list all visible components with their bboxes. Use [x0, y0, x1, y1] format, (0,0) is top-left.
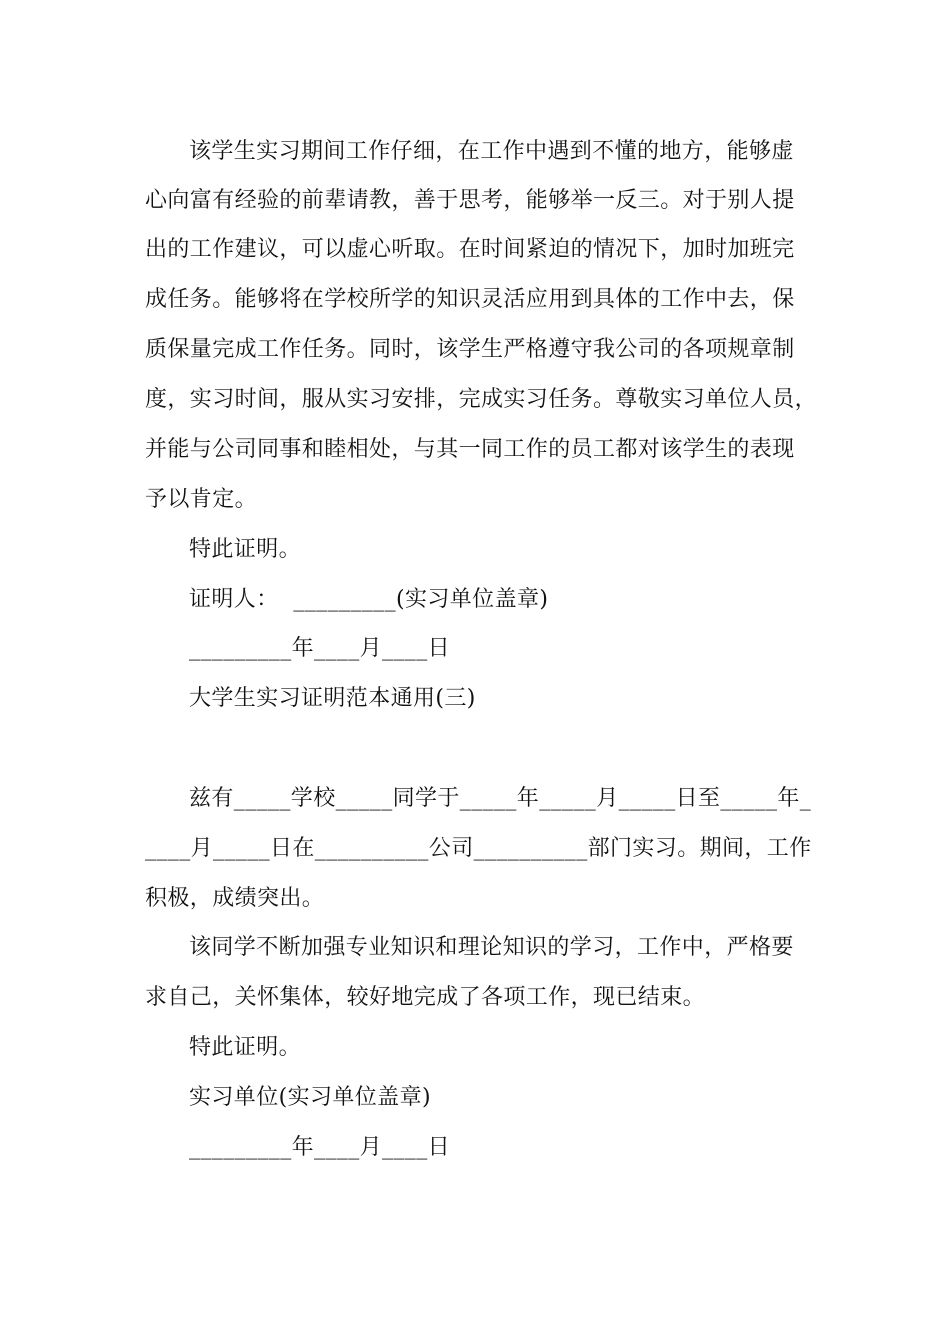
paragraph-line: 度，实习时间，服从实习安排，完成实习任务。尊敬实习单位人员，: [145, 387, 818, 412]
paragraph-line: 心向富有经验的前辈请教，善于思考，能够举一反三。对于别人提: [145, 188, 795, 213]
hereby-certify: 特此证明。: [189, 537, 302, 562]
paragraph-line: 求自己，关怀集体，较好地完成了各项工作，现已结束。: [145, 985, 706, 1010]
paragraph-line: 该同学不断加强专业知识和理论知识的学习，工作中，严格要: [189, 935, 794, 960]
paragraph-line: ____月_____日在__________公司__________部门实习。期间，工作: [145, 836, 812, 861]
certifier-line: 证明人： _________(实习单位盖章): [189, 587, 549, 612]
internship-unit-line: 实习单位(实习单位盖章): [189, 1085, 431, 1110]
section-title: 大学生实习证明范本通用(三): [189, 686, 476, 711]
date-line: _________年____月____日: [189, 1135, 451, 1160]
paragraph-line: 兹有_____学校_____同学于_____年_____月_____日至_____年_: [189, 786, 812, 811]
paragraph-line: 成任务。能够将在学校所学的知识灵活应用到具体的工作中去，保: [145, 287, 795, 312]
date-line: _________年____月____日: [189, 636, 451, 661]
paragraph-line: 予以肯定。: [145, 487, 258, 512]
paragraph-line: 并能与公司同事和睦相处，与其一同工作的员工都对该学生的表现: [145, 437, 795, 462]
paragraph-line: 质保量完成工作任务。同时，该学生严格遵守我公司的各项规章制: [145, 337, 795, 362]
paragraph-line: 出的工作建议，可以虚心听取。在时间紧迫的情况下，加时加班完: [145, 237, 795, 262]
hereby-certify: 特此证明。: [189, 1035, 302, 1060]
paragraph-line: 该学生实习期间工作仔细，在工作中遇到不懂的地方，能够虚: [189, 139, 794, 164]
paragraph-line: 积极，成绩突出。: [145, 886, 325, 911]
